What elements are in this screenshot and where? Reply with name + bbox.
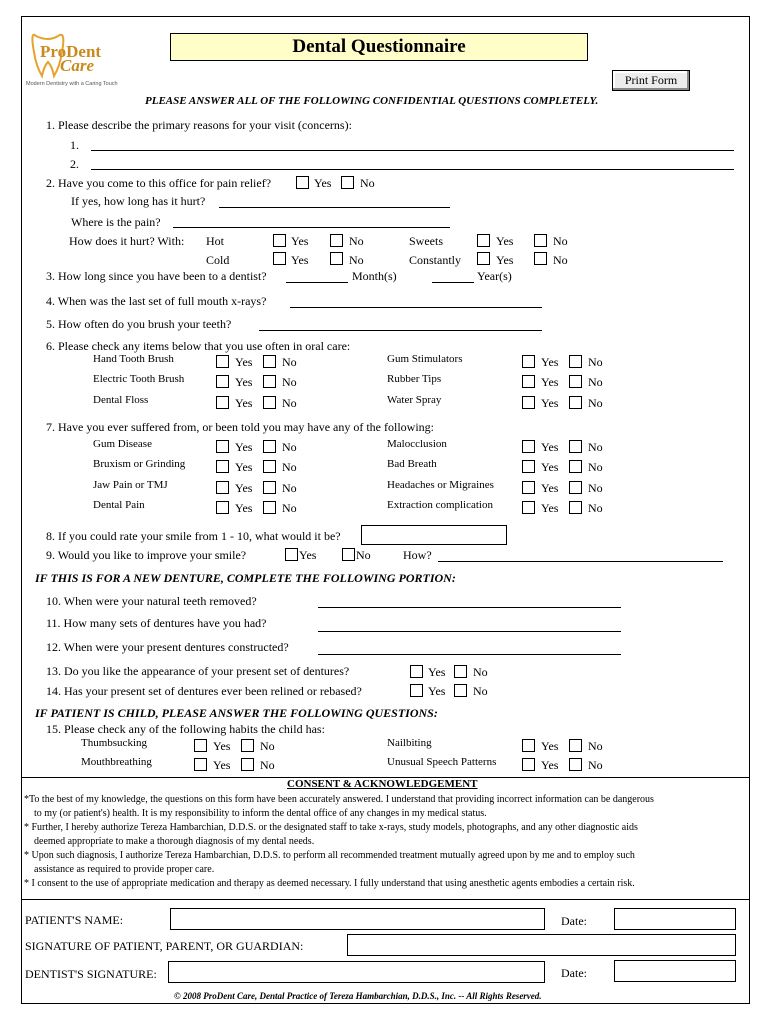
q13-yes-checkbox[interactable] bbox=[410, 665, 423, 678]
q2-label: 2. Have you come to this office for pain relief? bbox=[46, 176, 272, 190]
q14-yes-checkbox[interactable] bbox=[410, 684, 423, 697]
q7-grid-left-0-yes-checkbox[interactable] bbox=[216, 440, 229, 453]
q6-grid-left-1-no-checkbox[interactable] bbox=[263, 375, 276, 388]
q1-answer1-field[interactable] bbox=[91, 150, 734, 151]
q15-grid-left-0-no-label: No bbox=[260, 739, 275, 753]
dentist-date-label: Date: bbox=[561, 966, 587, 980]
signature-divider bbox=[22, 899, 749, 900]
q6-grid-right-0-yes-label: Yes bbox=[541, 355, 559, 369]
q2-yes-checkbox[interactable] bbox=[296, 176, 309, 189]
q6-grid-right-1-yes-checkbox[interactable] bbox=[522, 375, 535, 388]
q7-grid-left-1-yes-checkbox[interactable] bbox=[216, 460, 229, 473]
q4-field[interactable] bbox=[290, 307, 542, 308]
q7-grid-left-1-yes-label: Yes bbox=[235, 460, 253, 474]
q6-grid-left-1-label: Electric Tooth Brush bbox=[93, 373, 185, 385]
q2-where-field[interactable] bbox=[173, 227, 450, 228]
q7-grid-left-2-yes-checkbox[interactable] bbox=[216, 481, 229, 494]
q8-label: 8. If you could rate your smile from 1 - 10, what would it be? bbox=[46, 529, 341, 543]
guardian-signature-field[interactable] bbox=[347, 934, 736, 956]
q15-grid-right-0-yes-checkbox[interactable] bbox=[522, 739, 535, 752]
q6-grid-right-2-label: Water Spray bbox=[387, 394, 442, 406]
q15-grid-left-0-no-checkbox[interactable] bbox=[241, 739, 254, 752]
hot-yes-checkbox[interactable] bbox=[273, 234, 286, 247]
q6-grid-right-1-yes-label: Yes bbox=[541, 375, 559, 389]
constantly-no-label: No bbox=[553, 253, 568, 267]
q2-no-checkbox[interactable] bbox=[341, 176, 354, 189]
q3-months-field[interactable] bbox=[286, 282, 348, 283]
dentist-date-field[interactable] bbox=[614, 960, 736, 982]
q7-grid-left-0-no-label: No bbox=[282, 440, 297, 454]
q7-grid-right-1-yes-checkbox[interactable] bbox=[522, 460, 535, 473]
q7-label: 7. Have you ever suffered from, or been told you may have any of the following: bbox=[46, 420, 434, 434]
q6-grid-left-0-no-label: No bbox=[282, 355, 297, 369]
q7-grid-right-2-yes-checkbox[interactable] bbox=[522, 481, 535, 494]
q7-grid-left-1-label: Bruxism or Grinding bbox=[93, 458, 186, 470]
q6-grid-right-2-yes-checkbox[interactable] bbox=[522, 396, 535, 409]
q15-grid-left-1-yes-label: Yes bbox=[213, 758, 231, 772]
q6-grid-left-2-no-label: No bbox=[282, 396, 297, 410]
sweets-no-checkbox[interactable] bbox=[534, 234, 547, 247]
q7-grid-right-1-yes-label: Yes bbox=[541, 460, 559, 474]
q6-grid-right-0-yes-checkbox[interactable] bbox=[522, 355, 535, 368]
q6-grid-left-0-label: Hand Tooth Brush bbox=[93, 353, 174, 365]
q15-label: 15. Please check any of the following habits the child has: bbox=[46, 722, 325, 736]
logo-wordmark-2: Care bbox=[60, 56, 94, 75]
q15-grid-left-0-yes-checkbox[interactable] bbox=[194, 739, 207, 752]
consent-heading: CONSENT & ACKNOWLEDGEMENT bbox=[287, 778, 478, 790]
q7-grid-right-3-no-label: No bbox=[588, 501, 603, 515]
q6-grid-right-0-no-label: No bbox=[588, 355, 603, 369]
dentist-signature-field[interactable] bbox=[168, 961, 545, 983]
q3-years-label: Year(s) bbox=[477, 269, 512, 283]
print-form-button[interactable]: Print Form bbox=[612, 70, 690, 91]
prodent-logo bbox=[26, 28, 118, 90]
q7-grid-right-3-label: Extraction complication bbox=[387, 499, 493, 511]
q15-grid-left-0-label: Thumbsucking bbox=[81, 737, 147, 749]
q6-grid-right-0-label: Gum Stimulators bbox=[387, 353, 463, 365]
q7-grid-left-0-label: Gum Disease bbox=[93, 438, 152, 450]
q7-grid-right-3-no-checkbox[interactable] bbox=[569, 501, 582, 514]
q14-label: 14. Has your present set of dentures ever been relined or rebased? bbox=[46, 684, 362, 698]
q7-grid-right-2-no-label: No bbox=[588, 481, 603, 495]
q6-grid-left-1-yes-checkbox[interactable] bbox=[216, 375, 229, 388]
q2-how-hurt-label: How does it hurt? With: bbox=[69, 234, 185, 248]
patient-date-field[interactable] bbox=[614, 908, 736, 930]
q6-grid-left-2-yes-label: Yes bbox=[235, 396, 253, 410]
cold-no-checkbox[interactable] bbox=[330, 252, 343, 265]
sweets-yes-label: Yes bbox=[496, 234, 514, 248]
q9-yes-checkbox[interactable] bbox=[285, 548, 298, 561]
q2-yes-label: Yes bbox=[314, 176, 332, 190]
q7-grid-right-0-no-label: No bbox=[588, 440, 603, 454]
q7-grid-right-0-yes-checkbox[interactable] bbox=[522, 440, 535, 453]
q2-how-long-field[interactable] bbox=[219, 207, 450, 208]
q7-grid-left-3-label: Dental Pain bbox=[93, 499, 145, 511]
q7-grid-right-2-yes-label: Yes bbox=[541, 481, 559, 495]
cold-no-label: No bbox=[349, 253, 364, 267]
patient-name-field[interactable] bbox=[170, 908, 545, 930]
q13-label: 13. Do you like the appearance of your present set of dentures? bbox=[46, 664, 350, 678]
consent-p3b: assistance as required to provide proper care. bbox=[34, 864, 215, 875]
q7-grid-right-3-yes-checkbox[interactable] bbox=[522, 501, 535, 514]
q15-grid-right-0-no-label: No bbox=[588, 739, 603, 753]
consent-p2b: deemed appropriate to make a thorough diagnosis of my dental needs. bbox=[34, 836, 315, 847]
denture-heading: IF THIS IS FOR A NEW DENTURE, COMPLETE THE FOLLOWING PORTION: bbox=[35, 571, 456, 585]
q6-grid-left-0-no-checkbox[interactable] bbox=[263, 355, 276, 368]
q15-grid-right-1-yes-checkbox[interactable] bbox=[522, 758, 535, 771]
hot-label: Hot bbox=[206, 234, 224, 248]
q15-grid-right-1-yes-label: Yes bbox=[541, 758, 559, 772]
sweets-label: Sweets bbox=[409, 234, 443, 248]
hot-yes-label: Yes bbox=[291, 234, 309, 248]
q9-no-label: No bbox=[356, 548, 371, 562]
patient-name-label: PATIENT'S NAME: bbox=[25, 913, 124, 927]
q10-field[interactable] bbox=[318, 607, 621, 608]
q10-label: 10. When were your natural teeth removed? bbox=[46, 594, 257, 608]
q6-grid-right-2-yes-label: Yes bbox=[541, 396, 559, 410]
q6-grid-right-1-label: Rubber Tips bbox=[387, 373, 442, 385]
q7-grid-left-2-no-checkbox[interactable] bbox=[263, 481, 276, 494]
q15-grid-left-1-yes-checkbox[interactable] bbox=[194, 758, 207, 771]
q6-grid-left-2-no-checkbox[interactable] bbox=[263, 396, 276, 409]
consent-p1a: *To the best of my knowledge, the questions on this form have been accurately answered. I understand that providing incorrect information can be dangerous bbox=[24, 794, 654, 805]
q12-label: 12. When were your present dentures constructed? bbox=[46, 640, 289, 654]
q7-grid-left-3-no-label: No bbox=[282, 501, 297, 515]
q15-grid-left-1-label: Mouthbreathing bbox=[81, 756, 152, 768]
q7-grid-left-3-yes-checkbox[interactable] bbox=[216, 501, 229, 514]
dentist-signature-label: DENTIST'S SIGNATURE: bbox=[25, 967, 157, 981]
guardian-signature-label: SIGNATURE OF PATIENT, PARENT, OR GUARDIAN: bbox=[25, 939, 304, 953]
consent-p3a: * Upon such diagnosis, I authorize Tereza Hambarchian, D.D.S. to perform all recommended treatment mutually agreed upon by me and to employ such bbox=[24, 850, 635, 861]
q11-field[interactable] bbox=[318, 631, 621, 632]
q9-how-label: How? bbox=[403, 548, 432, 562]
q4-label: 4. When was the last set of full mouth x-rays? bbox=[46, 294, 267, 308]
q6-grid-right-1-no-checkbox[interactable] bbox=[569, 375, 582, 388]
q7-grid-right-1-no-label: No bbox=[588, 460, 603, 474]
q14-no-checkbox[interactable] bbox=[454, 684, 467, 697]
q7-grid-left-0-no-checkbox[interactable] bbox=[263, 440, 276, 453]
sweets-no-label: No bbox=[553, 234, 568, 248]
q7-grid-right-0-no-checkbox[interactable] bbox=[569, 440, 582, 453]
q2-no-label: No bbox=[360, 176, 375, 190]
q7-grid-right-1-label: Bad Breath bbox=[387, 458, 437, 470]
q3-years-field[interactable] bbox=[432, 282, 474, 283]
q7-grid-left-1-no-label: No bbox=[282, 460, 297, 474]
hot-no-label: No bbox=[349, 234, 364, 248]
q7-grid-right-2-no-checkbox[interactable] bbox=[569, 481, 582, 494]
q5-field[interactable] bbox=[259, 330, 542, 331]
q13-no-label: No bbox=[473, 665, 488, 679]
q7-grid-left-2-no-label: No bbox=[282, 481, 297, 495]
q6-grid-right-2-no-checkbox[interactable] bbox=[569, 396, 582, 409]
q13-no-checkbox[interactable] bbox=[454, 665, 467, 678]
q2-how-long-label: If yes, how long has it hurt? bbox=[71, 194, 206, 208]
constantly-yes-checkbox[interactable] bbox=[477, 252, 490, 265]
hot-no-checkbox[interactable] bbox=[330, 234, 343, 247]
q6-grid-left-2-yes-checkbox[interactable] bbox=[216, 396, 229, 409]
q1-item1-label: 1. bbox=[70, 138, 79, 152]
q14-yes-label: Yes bbox=[428, 684, 446, 698]
q7-grid-left-2-yes-label: Yes bbox=[235, 481, 253, 495]
q6-grid-right-1-no-label: No bbox=[588, 375, 603, 389]
q1-answer2-field[interactable] bbox=[91, 169, 734, 170]
q6-grid-left-2-label: Dental Floss bbox=[93, 394, 149, 406]
q15-grid-left-1-no-label: No bbox=[260, 758, 275, 772]
q6-label: 6. Please check any items below that you use often in oral care: bbox=[46, 339, 351, 353]
consent-p2a: * Further, I hereby authorize Tereza Hambarchian, D.D.S. or the designated staff to take x-rays, study models, photographs, and any other diagnostic aids bbox=[24, 822, 638, 833]
q7-grid-right-2-label: Headaches or Migraines bbox=[387, 479, 494, 491]
constantly-no-checkbox[interactable] bbox=[534, 252, 547, 265]
q7-grid-right-0-label: Malocclusion bbox=[387, 438, 447, 450]
cold-yes-label: Yes bbox=[291, 253, 309, 267]
q6-grid-right-0-no-checkbox[interactable] bbox=[569, 355, 582, 368]
q9-how-field[interactable] bbox=[438, 561, 723, 562]
q2-where-label: Where is the pain? bbox=[71, 215, 161, 229]
q15-grid-left-0-yes-label: Yes bbox=[213, 739, 231, 753]
q9-yes-label: Yes bbox=[299, 548, 317, 562]
q12-field[interactable] bbox=[318, 654, 621, 655]
consent-p4: * I consent to the use of appropriate medication and therapy as deemed necessary. I fully understand that using anesthetic agents embodies a certain risk. bbox=[24, 878, 635, 889]
q7-grid-right-1-no-checkbox[interactable] bbox=[569, 460, 582, 473]
q13-yes-label: Yes bbox=[428, 665, 446, 679]
q1-label: 1. Please describe the primary reasons for your visit (concerns): bbox=[46, 118, 352, 132]
cold-yes-checkbox[interactable] bbox=[273, 252, 286, 265]
copyright-footer: © 2008 ProDent Care, Dental Practice of Tereza Hambarchian, D.D.S., Inc. -- All Rights Reserved. bbox=[174, 991, 542, 1001]
q7-grid-right-0-yes-label: Yes bbox=[541, 440, 559, 454]
q6-grid-left-1-yes-label: Yes bbox=[235, 375, 253, 389]
child-heading: IF PATIENT IS CHILD, PLEASE ANSWER THE FOLLOWING QUESTIONS: bbox=[35, 706, 438, 720]
logo-wordmark-1: ProDent bbox=[40, 42, 102, 61]
patient-date-label: Date: bbox=[561, 914, 587, 928]
q15-grid-right-1-no-checkbox[interactable] bbox=[569, 758, 582, 771]
q5-label: 5. How often do you brush your teeth? bbox=[46, 317, 232, 331]
q9-label: 9. Would you like to improve your smile? bbox=[46, 548, 247, 562]
q7-grid-left-0-yes-label: Yes bbox=[235, 440, 253, 454]
q15-grid-right-1-no-label: No bbox=[588, 758, 603, 772]
q3-months-label: Month(s) bbox=[352, 269, 397, 283]
consent-p1b: to my (or patient's) health. It is my responsibility to inform the dental office of any changes in my medical status. bbox=[34, 808, 487, 819]
q6-grid-right-2-no-label: No bbox=[588, 396, 603, 410]
q7-grid-left-2-label: Jaw Pain or TMJ bbox=[93, 479, 168, 491]
q6-grid-left-0-yes-checkbox[interactable] bbox=[216, 355, 229, 368]
q1-item2-label: 2. bbox=[70, 157, 79, 171]
q15-grid-right-1-label: Unusual Speech Patterns bbox=[387, 756, 497, 768]
q15-grid-left-1-no-checkbox[interactable] bbox=[241, 758, 254, 771]
sweets-yes-checkbox[interactable] bbox=[477, 234, 490, 247]
q8-rating-field[interactable] bbox=[361, 525, 507, 545]
q15-grid-right-0-no-checkbox[interactable] bbox=[569, 739, 582, 752]
q7-grid-right-3-yes-label: Yes bbox=[541, 501, 559, 515]
page-title: Dental Questionnaire bbox=[170, 33, 588, 61]
q7-grid-left-3-yes-label: Yes bbox=[235, 501, 253, 515]
q6-grid-left-1-no-label: No bbox=[282, 375, 297, 389]
constantly-label: Constantly bbox=[409, 253, 462, 267]
q14-no-label: No bbox=[473, 684, 488, 698]
q6-grid-left-0-yes-label: Yes bbox=[235, 355, 253, 369]
q3-label: 3. How long since you have been to a dentist? bbox=[46, 269, 267, 283]
q7-grid-left-1-no-checkbox[interactable] bbox=[263, 460, 276, 473]
q15-grid-right-0-yes-label: Yes bbox=[541, 739, 559, 753]
q11-label: 11. How many sets of dentures have you had? bbox=[46, 616, 267, 630]
cold-label: Cold bbox=[206, 253, 230, 267]
q7-grid-left-3-no-checkbox[interactable] bbox=[263, 501, 276, 514]
q15-grid-right-0-label: Nailbiting bbox=[387, 737, 432, 749]
constantly-yes-label: Yes bbox=[496, 253, 514, 267]
q9-no-checkbox[interactable] bbox=[342, 548, 355, 561]
logo-tagline: Modern Dentistry with a Caring Touch bbox=[26, 81, 118, 87]
instruction-text: PLEASE ANSWER ALL OF THE FOLLOWING CONFIDENTIAL QUESTIONS COMPLETELY. bbox=[145, 95, 599, 107]
